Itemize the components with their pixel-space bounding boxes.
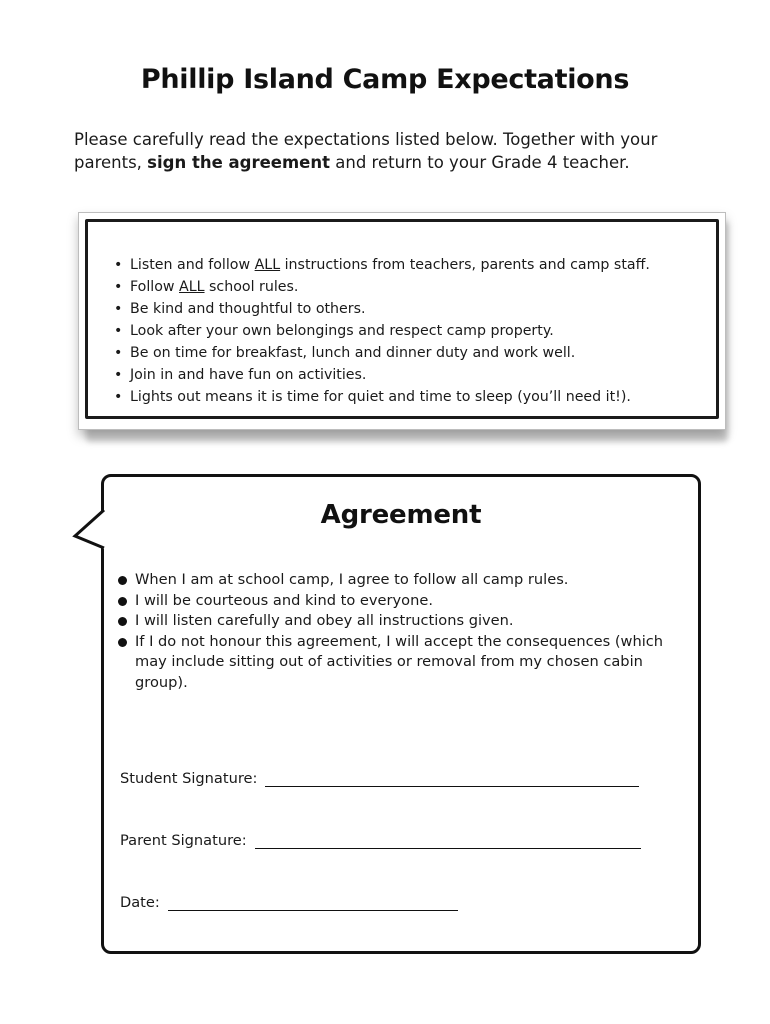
bullet-dot-icon xyxy=(118,617,127,626)
agreement-box xyxy=(101,474,701,954)
intro-text-2: and return to your Grade 4 teacher. xyxy=(330,153,630,172)
bullet-icon: • xyxy=(114,345,123,361)
date-field[interactable] xyxy=(168,897,458,911)
date-row xyxy=(120,894,458,911)
item-text: Follow xyxy=(130,279,180,295)
list-item xyxy=(112,320,650,342)
list-item xyxy=(112,254,650,276)
bullet-icon: • xyxy=(114,301,123,317)
bullet-icon: • xyxy=(114,323,123,339)
item-text: Look after your own belongings and respect camp property. xyxy=(130,323,554,339)
intro-paragraph xyxy=(74,128,714,174)
date-label: Date: xyxy=(120,894,160,911)
item-text: instructions from teachers, parents and camp staff. xyxy=(280,257,650,273)
list-item xyxy=(118,632,688,694)
parent-signature-label: Parent Signature: xyxy=(120,832,247,849)
intro-text-1: Please carefully read the expectations listed below. Together with your parents, xyxy=(74,130,658,172)
list-item xyxy=(112,276,650,298)
list-item xyxy=(112,298,650,320)
list-item xyxy=(112,364,650,386)
bullet-dot-icon xyxy=(118,638,127,647)
page-title: Phillip Island Camp Expectations xyxy=(140,64,630,95)
parent-signature-field[interactable] xyxy=(255,835,641,849)
bullet-icon: • xyxy=(114,257,123,273)
item-text: Be kind and thoughtful to others. xyxy=(130,301,366,317)
list-item xyxy=(112,342,650,364)
item-underline-text: ALL xyxy=(254,257,281,273)
list-item xyxy=(112,386,650,408)
student-signature-label: Student Signature: xyxy=(120,770,258,787)
parent-signature-row xyxy=(120,832,641,849)
item-text: school rules. xyxy=(204,279,299,295)
list-item xyxy=(118,591,688,612)
bullet-icon: • xyxy=(114,367,123,383)
item-text: I will be courteous and kind to everyone. xyxy=(135,591,433,609)
item-text: If I do not honour this agreement, I will accept the consequences (which may include sitting out of activities or removal from my chosen cabin group). xyxy=(135,632,664,691)
list-item xyxy=(118,611,688,632)
bullet-dot-icon xyxy=(118,597,127,606)
bullet-dot-icon xyxy=(118,576,127,585)
item-text: I will listen carefully and obey all instructions given. xyxy=(135,612,514,629)
bullet-icon: • xyxy=(114,279,123,295)
bullet-icon: • xyxy=(114,389,123,405)
item-text: Listen and follow xyxy=(130,257,255,273)
student-signature-row xyxy=(120,770,639,787)
item-text: Lights out means it is time for quiet and time to sleep (you’ll need it!). xyxy=(130,389,631,405)
list-item xyxy=(118,570,688,591)
expectations-box xyxy=(78,212,726,430)
expectations-list xyxy=(112,254,650,408)
agreement-title: Agreement xyxy=(320,500,482,530)
student-signature-field[interactable] xyxy=(265,773,639,787)
item-underline-text: ALL xyxy=(179,279,205,295)
item-text: When I am at school camp, I agree to follow all camp rules. xyxy=(135,571,569,588)
item-text: Join in and have fun on activities. xyxy=(130,367,367,383)
intro-bold-text: sign the agreement xyxy=(147,153,331,172)
agreement-list xyxy=(118,570,688,693)
expectations-frame xyxy=(85,219,719,419)
item-text: Be on time for breakfast, lunch and dinner duty and work well. xyxy=(130,345,576,361)
